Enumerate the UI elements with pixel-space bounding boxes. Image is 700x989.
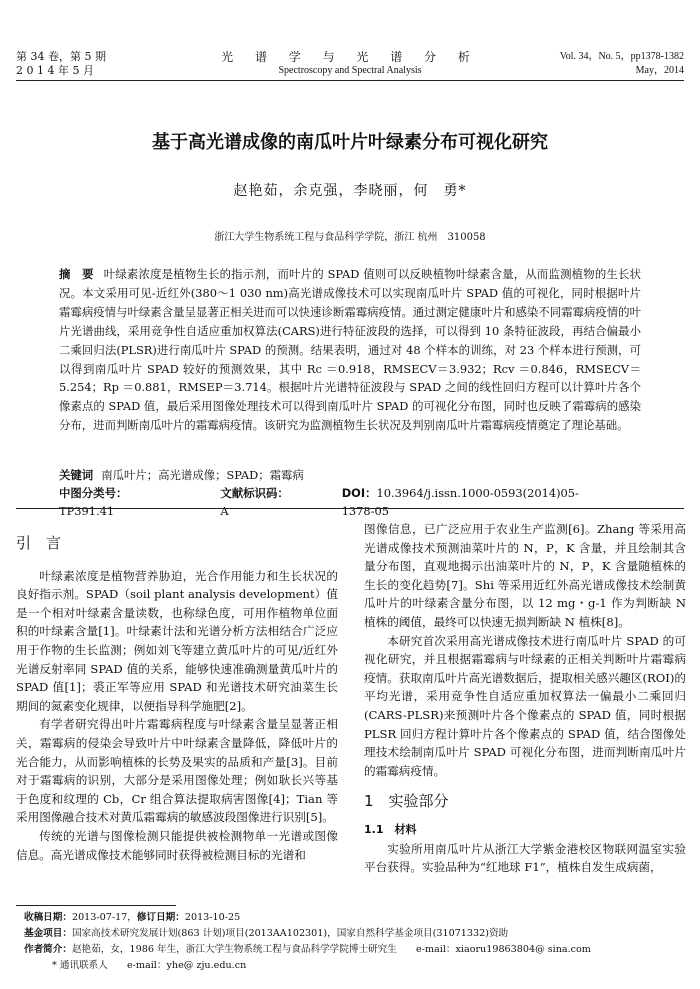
month-year: May，2014	[635, 65, 684, 76]
doi-label: DOI：	[341, 486, 377, 500]
header-rule	[16, 80, 684, 81]
intro-paragraph-5: 本研究首次采用高光谱成像技术进行南瓜叶片 SPAD 的可视化研究，并且根据霜霉病与叶绿素的正相关判断叶片霜霉病疫情。获取南瓜叶片高光谱数据后，提取相关感兴趣区(ROI)的平均光谱，采用竞争性自适应重加权算法一偏最小二乘回归(CARS-PLSR)来预测叶片各个像素点的 SPAD 值，同时根据 PLSR 回归方程计算叶片各个像素点的 SPAD 值，结合图像处理技术绘制南瓜叶片 SPAD 可视化分布图，进而判断南瓜叶片的霜霉病疫情。	[364, 633, 686, 778]
footnote-rule	[16, 905, 176, 906]
right-column	[364, 520, 686, 877]
intro-heading: 引 言	[16, 534, 62, 552]
fund-label: 基金项目：	[24, 928, 72, 939]
intro-paragraph-2: 有学者研究得出叶片霜霉病程度与叶绿素含量呈显著正相关，霜霉病的侵染会导致叶片中叶绿素含量降低，降低叶片的光合能力，从而影响植株的长势及果实的品质和产量[3]。目前对于霜霉病的识别，大部分是采用图像处理；例如耿长兴等基于色度和纹理的 Cb，Cr 组合算法提取病害图像[4]；Tian 等采用图像融合技术对黄瓜霜霉病的敏感波段图像进行识别[5]。	[16, 717, 338, 825]
clc-value: TP391.41	[59, 504, 115, 518]
received-date: 2013-07-17，	[71, 912, 137, 923]
paper-title: 基于高光谱成像的南瓜叶片叶绿素分布可视化研究	[152, 132, 548, 153]
subsection-1-1-heading: 1.1 材料	[364, 822, 417, 836]
clc-label: 中图分类号：	[59, 486, 128, 500]
journal-name-cn: 光 谱 学 与 光 谱 分 析	[221, 50, 479, 64]
volume-issue: 第 34 卷，第 5 期	[16, 50, 106, 63]
bio-label: 作者简介：	[24, 944, 72, 955]
section-1-heading: 1 实验部分	[364, 792, 449, 811]
abstract-label: 摘 要	[59, 267, 94, 281]
doc-code-label: 文献标识码：	[220, 486, 289, 500]
revised-label: 修订日期：	[136, 912, 185, 923]
keywords-label: 关键词	[59, 468, 94, 482]
journal-citation	[560, 50, 684, 78]
doi-value: 10.3964/j.issn.1000-0593(2014)05-1378-05	[341, 486, 579, 518]
keywords-block	[59, 466, 641, 520]
footnotes	[24, 910, 684, 974]
abstract-text: 叶绿素浓度是植物生长的指示剂，而叶片的 SPAD 值则可以反映植物叶绿素含量，从而监测植物的生长状况。本文采用可见-近红外(380～1 030 nm)高光谱成像技术可以实现南瓜叶片 SPAD 值的可视化，同时根据叶片霜霉病疫情与叶绿素含量呈显著正相关进而可以快速诊断霜霉病疫情。通过测定健康叶片和感染不同霜霉病疫情的叶片光谱曲线，采用竞争性自适应重加权算法(CARS)进行特征波段的选择，可以得到 10 条特征波段，再结合偏最小二乘回归法(PLSR)进行南瓜叶片 SPAD 的预测。结果表明，通过对 48 个样本的训练，对 23 个样本进行预测，可以得到南瓜叶片 SPAD 较好的预测效果，其中 Rc ＝0.918，RMSECV＝3.932；Rcv ＝0.846，RMSECV＝5.254；Rp ＝0.881，RMSEP＝3.714。根据叶片光谱特征波段与 SPAD 之间的线性回归方程可以计算叶片各个像素点的 SPAD 值，最后采用图像处理技术可以得到南瓜叶片 SPAD 的可视化分布图，同时也反映了霜霉病的感染分布，进而判断南瓜叶片的霜霉病疫情。该研究为监测植物生长状况及判别南瓜叶片霜霉病疫情奠定了理论基础。	[59, 267, 641, 433]
affiliation: 浙江大学生物系统工程与食品科学学院，浙江 杭州 310058	[214, 232, 486, 243]
vol-pages: Vol. 34，No. 5，pp1378-1382	[559, 51, 684, 62]
corresponding-author: * 通讯联系人 e-mail：yhe@ zju.edu.cn	[52, 960, 247, 971]
materials-paragraph: 实验所用南瓜叶片从浙江大学紫金港校区物联网温室实验平台获得。实验品种为“红地球 F1”，植株自发生成病菌，	[364, 841, 686, 875]
abstract	[59, 265, 641, 435]
intro-paragraph-1: 叶绿素浓度是植物营养胁迫，光合作用能力和生长状况的良好指示剂。SPAD（soil plant analysis development）值是一个相对叶绿素含量读数，也称绿色度，可用作植物单位面积的叶绿素含量[1]。叶绿素计法和光谱分析方法相结合广泛应用于作物的生长监测；例如刘飞等建立黄瓜叶片的可见/近红外光谱反射率同 SPAD 值的关系，能够快速准确测量黄瓜叶片的 SPAD 值[1]；裘正军等应用 SPAD 和光谱技术研究油菜生长期间的氮素变化规律，以便指导科学施肥[2]。	[16, 568, 338, 713]
received-label: 收稿日期：	[24, 912, 72, 923]
journal-name-en: Spectroscopy and Spectral Analysis	[278, 65, 422, 76]
intro-paragraph-4: 图像信息，已广泛应用于农业生产监测[6]。Zhang 等采用高光谱成像技术预测油菜叶片的 N，P，K 含量，并且绘制其含量分布图，直观地揭示出油菜叶片的 N，P，K 含量随植株的生长的变化趋势[7]。Shi 等采用近红外高光谱成像技术绘制黄瓜叶片的叶绿素含量分布图，以 12 mg・g-1 作为判断缺 N 植株的阈值，最终可以快速无损判断缺 N 植株[8]。	[364, 522, 686, 629]
intro-paragraph-3: 传统的光谱与图像检测只能提供被检测物单一光谱或图像信息。高光谱成像技术能够同时获得被检测目标的光谱和	[16, 828, 338, 862]
publication-date: 2 0 1 4 年 5 月	[16, 64, 94, 77]
doc-code-value: A	[220, 504, 229, 518]
authors: 赵艳茹，余克强，李晓丽，何 勇*	[233, 183, 467, 199]
abstract-rule	[16, 508, 684, 509]
keywords-text: 南瓜叶片；高光谱成像；SPAD；霜霉病	[101, 468, 304, 482]
left-column	[16, 520, 338, 864]
revised-date: 2013-10-25	[184, 912, 241, 923]
fund-text: 国家高技术研究发展计划(863 计划)项目(2013AA102301)，国家自然科学基金项目(31071332)资助	[71, 928, 509, 939]
bio-text: 赵艳茹，女，1986 年生，浙江大学生物系统工程与食品科学学院博士研究生 e-mail：xiaoru19863804@ sina.com	[71, 944, 591, 955]
